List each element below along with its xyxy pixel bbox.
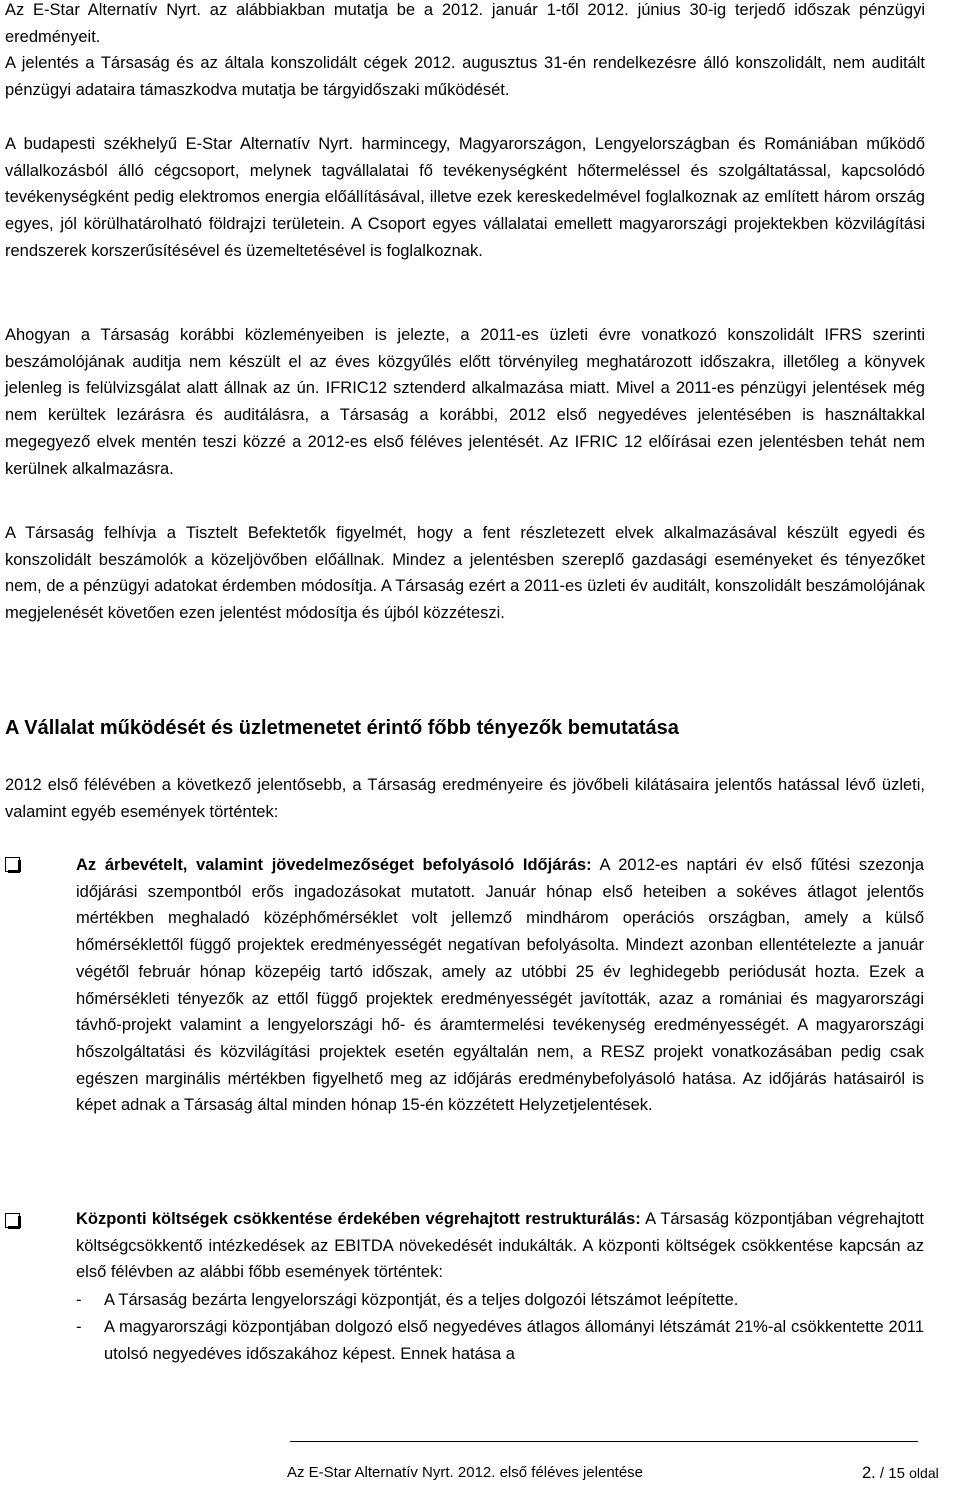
bullet-weather-text: A 2012-es naptári év első fűtési szezonja időjárási szempontból erős ingadozásokat mutatott. Január hónap első heteiben a sokéves átlagot jelentős mértékben meghaladó középhőmérséklet volt jellemző mindhárom operációs országban, amely a külső hőmérséklettől függő projektek eredményességét negatívan befolyásolta. Mindezt azonban ellentételezte a január végétől február hónap közepéig tartó időszak, amely az utóbbi 25 év leghidegebb periódusát hozta. Ezek a hőmérsékleti tényezők az ettől függő projektek eredményességét javították, azaz a romániai és magyarországi távhő-projekt valamint a lengyelországi hő- és áramtermelési tevékenység eredményességét. A magyarországi hőszolgáltatási és közvilágítási projektek esetén egyáltalán nem, a RESZ projekt vonatkozásában pedig csak egészen marginális mértékben figyelhető meg az időjárás eredménybefolyásoló hatása. Az időjárás hatásairól is képet adnak a Társaság által minden hónap 15-én közzétett Helyzetjelentések. — [76, 856, 924, 1115]
section-intro-paragraph: 2012 első félévében a következő jelentősebb, a Társaság eredményeire és jövőbeli kilátásaira jelentős hatással lévő üzleti, valamint egyéb események történtek: — [5, 776, 925, 821]
dash-item-text: A magyarországi központjában dolgozó első negyedéves átlagos állományi létszámát 21%-al csökkentette 2011 utolsó negyedéves időszakához képest. Ennek hatása a — [104, 1318, 924, 1363]
bullet-weather — [76, 852, 924, 1119]
dash-symbol: - — [76, 1291, 82, 1309]
audit-notice-paragraph: Ahogyan a Társaság korábbi közleményeiben is jelezte, a 2011-es üzleti évre vonatkozó konszolidált IFRS szerinti beszámolójának auditja nem készült el az éves közgyűlés előtt törvényileg meghatározott időszakra, illetőleg a könyvek jelenleg is felülvizsgálat alatt állnak az ún. IFRIC12 sztenderd alkalmazása miatt. Mivel a 2011-es pénzügyi jelentések még nem kerültek lezárásra és auditálásra, a Társaság a korábbi, 2012 első negyedéves jelentésében is használtakkal megegyező elvek mentén teszi közzé a 2012-es első féléves jelentését. Az IFRIC 12 előírásai ezen jelentésben tehát nem kerülnek alkalmazásra. — [5, 326, 925, 478]
dash-symbol: - — [76, 1318, 82, 1336]
bullet-restructuring — [76, 1206, 924, 1286]
dash-item — [76, 1314, 924, 1367]
dash-item — [76, 1287, 924, 1314]
page-word: oldal — [909, 1465, 939, 1481]
bullet-restructuring-title: Központi költségek csökkentése érdekében végrehajtott restrukturálás: — [76, 1210, 641, 1228]
checkbox-bullet-icon — [5, 1213, 20, 1228]
bullet-weather-title: Az árbevételt, valamint jövedelmezőséget befolyásoló Időjárás: — [76, 856, 592, 874]
checkbox-bullet-icon — [5, 857, 20, 872]
page-current: 2. — [862, 1464, 876, 1482]
section-heading: A Vállalat működését és üzletmenetet érintő főbb tényezők bemutatása — [5, 717, 679, 739]
intro-paragraph-2: A jelentés a Társaság és az általa konszolidált cégek 2012. augusztus 31-én rendelkezésre álló konszolidált, nem auditált pénzügyi adataira támaszkodva mutatja be tárgyidőszaki működését. — [5, 54, 925, 99]
page-total: 15 — [888, 1465, 905, 1482]
page-separator: / — [875, 1465, 889, 1482]
bullet-restructuring-text: A Társaság központjában végrehajtott költségcsökkentő intézkedések az EBITDA növekedését indukálták. A központi költségek csökkentése kapcsán az első félévben az alábbi főbb események történtek: — [76, 1210, 925, 1282]
footer-title: Az E-Star Alternatív Nyrt. 2012. első féléves jelentése — [287, 1464, 644, 1481]
investor-notice-paragraph: A Társaság felhívja a Tisztelt Befektetők figyelmét, hogy a fent részletezett elvek alkalmazásával készült egyedi és konszolidált beszámolók a közeljövőben előállnak. Mindez a jelentésben szereplő gazdasági eseményeket és tényezőket nem, de a pénzügyi adatokat érdemben módosítja. A Társaság ezért a 2011-es üzleti év auditált, konszolidált beszámolójának megjelenését követően ezen jelentést módosítja és újból közzéteszi. — [5, 524, 925, 623]
footer-divider — [290, 1441, 918, 1442]
intro-paragraph-1: Az E-Star Alternatív Nyrt. az alábbiakban mutatja be a 2012. január 1-től 2012. június 30-ig terjedő időszak pénzügyi eredményeit. — [5, 1, 925, 46]
company-description-paragraph: A budapesti székhelyű E-Star Alternatív Nyrt. harmincegy, Magyarországon, Lengyelországban és Romániában működő vállalkozásból álló cégcsoport, melynek tagvállalatai fő tevékenységként hőtermeléssel és szolgáltatással, kapcsolódó tevékenységként pedig elektromos energia előállításával, illetve ezek kereskedelmével foglalkoznak az említett három ország egyes, jól körülhatárolható földrajzi területein. A Csoport egyes vállalatai emellett magyarországi projektekben közvilágítási rendszerek korszerűsítésével és üzemeltetésével is foglalkoznak. — [5, 135, 925, 260]
page-number — [862, 1463, 939, 1484]
dash-item-text: A Társaság bezárta lengyelországi központját, és a teljes dolgozói létszámot leépítette. — [104, 1291, 739, 1309]
